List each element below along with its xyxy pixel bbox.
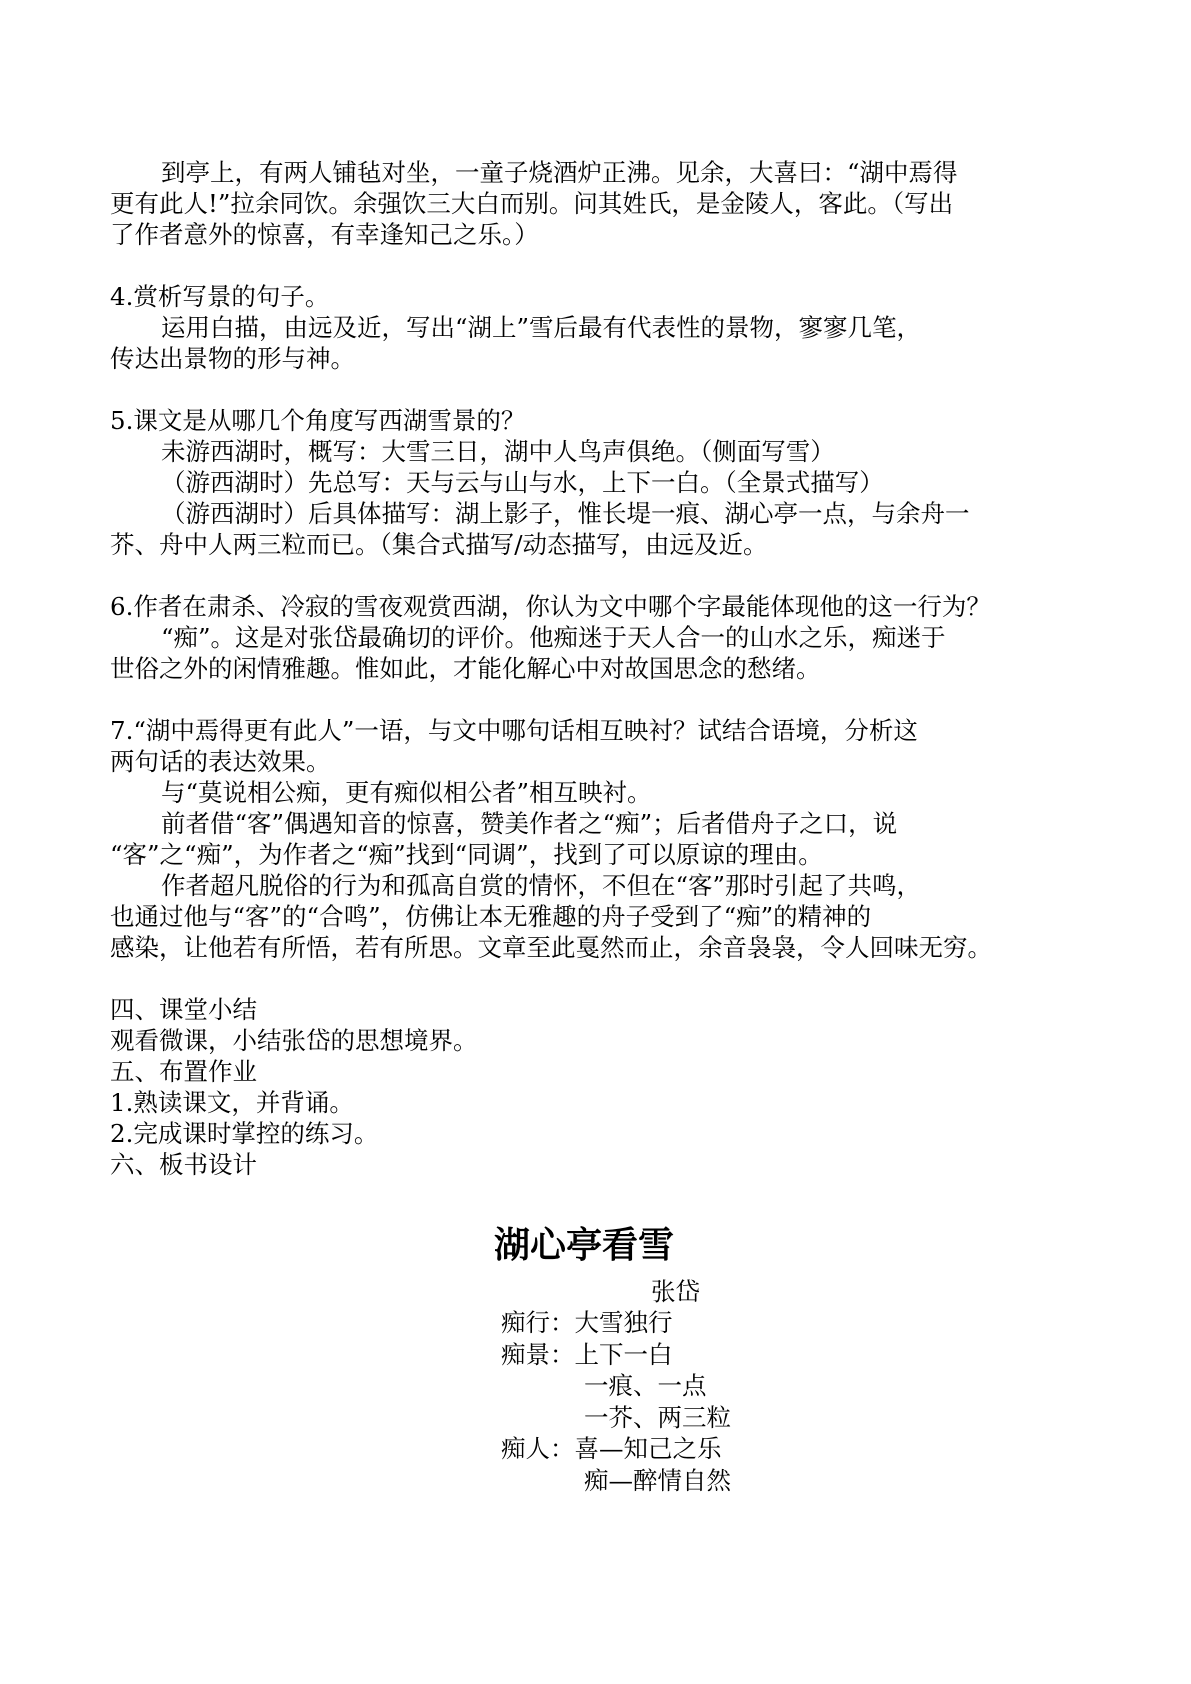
section-text: 观看微课，小结张岱的思想境界。 <box>110 1026 478 1055</box>
answer-line: 感染，让他若有所悟，若有所思。文章至此戛然而止，余音袅袅，令人回味无穷。 <box>110 933 992 962</box>
answer-line: 世俗之外的闲情雅趣。惟如此，才能化解心中对故国思念的愁绪。 <box>110 654 821 683</box>
question-heading: 6.作者在肃杀、冷寂的雪夜观赏西湖，你认为文中哪个字最能体现他的这一行为？ <box>110 592 991 621</box>
board-line: 一芥、两三粒 <box>584 1403 731 1432</box>
board-line: 痴景：上下一白 <box>501 1340 673 1369</box>
section-heading: 六、板书设计 <box>110 1150 257 1179</box>
answer-line: 与“莫说相公痴，更有痴似相公者”相互映衬。 <box>161 778 652 807</box>
paragraph-line: 更有此人!”拉余同饮。余强饮三大白而别。问其姓氏，是金陵人，客此。（写出 <box>110 189 954 218</box>
question-heading: 7.“湖中焉得更有此人”一语，与文中哪句话相互映衬？试结合语境，分析这 <box>110 716 918 745</box>
spacer <box>110 684 1095 715</box>
board-line: 痴—醉情自然 <box>584 1466 731 1495</box>
question-heading: 两句话的表达效果。 <box>110 747 331 776</box>
paragraph-line: 了作者意外的惊喜，有幸逢知己之乐。） <box>110 220 539 249</box>
spacer <box>110 560 1095 591</box>
answer-line: 未游西湖时，概写：大雪三日，湖中人鸟声俱绝。（侧面写雪） <box>161 437 835 466</box>
answer-line: 运用白描，由远及近，写出“湖上”雪后最有代表性的景物，寥寥几笔， <box>161 313 922 342</box>
question-heading: 4.赏析写景的句子。 <box>110 282 330 311</box>
spacer <box>110 963 1095 994</box>
section-heading: 五、布置作业 <box>110 1057 257 1086</box>
answer-line: “痴”。这是对张岱最确切的评价。他痴迷于天人合一的山水之乐，痴迷于 <box>161 623 946 652</box>
list-item: 1.熟读课文，并背诵。 <box>110 1088 354 1117</box>
list-item: 2.完成课时掌控的练习。 <box>110 1119 379 1148</box>
board-line: 痴人：喜—知己之乐 <box>501 1434 722 1463</box>
answer-line: “客”之“痴”，为作者之“痴”找到“同调”，找到了可以原谅的理由。 <box>110 840 823 869</box>
answer-line: 也通过他与“客”的“合鸣”，仿佛让本无雅趣的舟子受到了“痴”的精神的 <box>110 902 872 931</box>
document-body <box>110 157 1095 1180</box>
answer-line: 前者借“客”偶遇知音的惊喜，赞美作者之“痴”；后者借舟子之口，说 <box>161 809 898 838</box>
spacer <box>110 374 1095 405</box>
question-heading: 5.课文是从哪几个角度写西湖雪景的？ <box>110 406 526 435</box>
spacer <box>110 250 1095 281</box>
board-line: 痴行：大雪独行 <box>501 1308 673 1337</box>
board-title: 湖心亭看雪 <box>494 1225 675 1266</box>
board-author: 张岱 <box>651 1277 700 1306</box>
answer-line: 作者超凡脱俗的行为和孤高自赏的情怀，不但在“客”那时引起了共鸣， <box>161 871 922 900</box>
section-heading: 四、课堂小结 <box>110 995 257 1024</box>
answer-line: （游西湖时）先总写：天与云与山与水，上下一白。（全景式描写） <box>161 468 884 497</box>
answer-line: 芥、舟中人两三粒而已。（集合式描写/动态描写，由远及近。 <box>110 530 768 559</box>
answer-line: 传达出景物的形与神。 <box>110 344 355 373</box>
answer-line: （游西湖时）后具体描写：湖上影子，惟长堤一痕、湖心亭一点，与余舟一 <box>161 499 970 528</box>
board-line: 一痕、一点 <box>584 1371 707 1400</box>
paragraph-line: 到亭上，有两人铺毡对坐，一童子烧酒炉正沸。见余，大喜曰：“湖中焉得 <box>161 158 958 187</box>
